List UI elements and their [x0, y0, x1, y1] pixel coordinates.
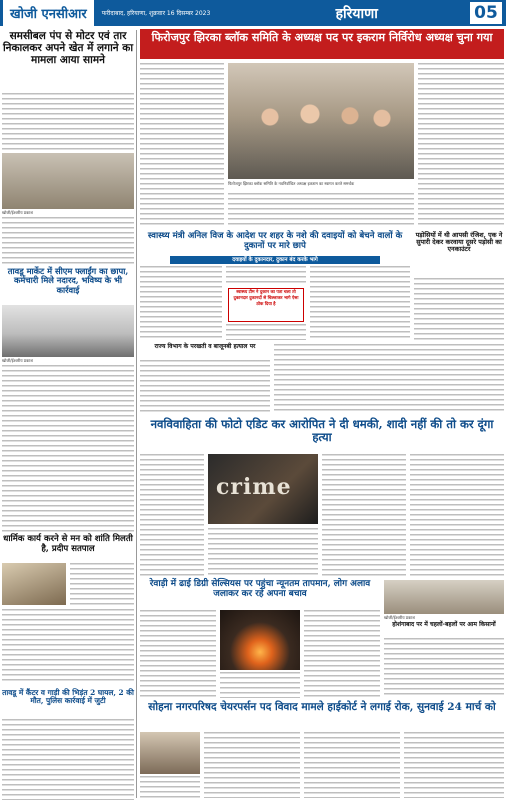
story3-headline: धार्मिक कार्य करने से मन को शांति मिलती है, प्रदीप सतपाल	[3, 534, 133, 554]
lead-body-3	[418, 63, 504, 227]
court-body-3	[304, 732, 400, 798]
health-body-1	[140, 266, 222, 340]
story1-photo	[2, 153, 134, 209]
story3-body	[70, 563, 134, 605]
neighbor-body-cont	[274, 344, 504, 414]
newspaper-logo: खोजी एनसीआर	[3, 0, 94, 26]
court-body-2	[204, 732, 300, 798]
story2-body	[2, 365, 134, 533]
crime-body-4	[410, 454, 504, 576]
weather-story	[140, 580, 380, 698]
weather-body-3	[304, 610, 380, 698]
neighbor-story	[414, 232, 504, 340]
story4-headline: तावडू में कैंटर व गाड़ी की भिड़ंत 2 घायल, 2 की मौत, पुलिस कार्रवाई में जुटी	[2, 688, 134, 706]
weather-body-1	[140, 610, 216, 698]
story1-body-cont	[2, 217, 134, 265]
court-story	[140, 702, 504, 798]
left-column	[2, 29, 134, 799]
lead-body-2	[228, 193, 414, 227]
section-title: हरियाणा	[335, 5, 378, 22]
weather-body-2	[220, 672, 300, 698]
right-credit: खोजी/ईश्वरीय प्रकाश	[384, 615, 415, 620]
health-body-4	[310, 266, 410, 340]
sub-body	[140, 360, 270, 414]
lead-photo-caption: फिरोजपुर झिरका ब्लॉक समिति के नवनिर्वाचित अध्यक्ष इकराम का स्वागत करते समर्थक	[228, 181, 355, 186]
story3-body-cont	[2, 609, 134, 683]
health-body-2	[226, 266, 306, 286]
lead-headline: फिरोजपुर झिरका ब्लॉक समिति के अध्यक्ष पद पर इकराम निर्विरोध अध्यक्ष चुना गया	[140, 29, 504, 59]
story1-body	[2, 93, 134, 151]
sub-story	[140, 344, 270, 414]
crime-headline: नवविवाहिता की फोटो एडिट कर आरोपित ने दी धमकी, शादी नहीं की तो कर दूंगा हत्या	[150, 417, 494, 444]
story2-photo	[2, 305, 134, 357]
court-headline: सोहना नगरपरिषद चेयरपर्सन पद विवाद मामले हाईकोर्ट ने लगाई रोक, सुनवाई 24 मार्च को	[148, 701, 496, 713]
neighbor-headline: पड़ोसियों में थी आपसी रंजिश, एक ने सुपारी देकर करवाया दूसरे पड़ोसी का एनकाउंटर	[415, 231, 503, 254]
weather-photo	[220, 610, 300, 670]
right-column	[384, 580, 504, 698]
crime-body-1	[140, 454, 204, 576]
page-number: 05	[470, 2, 502, 24]
crime-photo-text: crime	[216, 474, 292, 500]
right-headline: होशंगाबाद पर में चहलों-बहलों पर आम किसानों	[392, 621, 496, 628]
court-photo	[140, 732, 200, 774]
story4-body	[2, 719, 134, 800]
court-body-4	[404, 732, 504, 798]
health-body-3	[226, 324, 306, 340]
neighbor-body	[414, 278, 504, 340]
crime-body-3	[322, 454, 406, 576]
health-headline: स्वास्थ्य मंत्री अनिल विज के आदेश पर शहर के नशे की दवाइयों को बेचने वालों के दुकानों पर मारे छापे	[147, 231, 403, 251]
story1-caption: खोजी/ईश्वरीय प्रकाश	[2, 210, 33, 215]
right-photo	[384, 580, 504, 614]
crime-photo	[208, 454, 318, 524]
health-callout-box: स्वास्थ्य टीम ने दुकान का पता चला तो दुकानदार दुकानदों से चिल्लाकर भागे ऐसा ठोक दिया है	[228, 288, 304, 322]
story2-caption: खोजी/ईश्वरीय प्रकाश	[2, 358, 33, 363]
health-strap: दवाइयों के दुकानदार, दुकान बंद करके भागे	[170, 256, 380, 264]
sub-headline: राज्य विभाग के परखती व बाजूनबी हत्याल पर	[154, 343, 256, 350]
crime-body-2	[208, 528, 318, 576]
story3-photo	[2, 563, 66, 605]
neighbor-cont	[274, 344, 504, 414]
lead-photo	[228, 63, 414, 179]
weather-headline: रेवाड़ी में ढाई डिग्री सेल्सियस पर पहुंचा न्यूनतम तापमान, लोग अलाव जलाकर कर रहे अपना बचाव	[149, 579, 371, 599]
masthead	[0, 0, 506, 26]
story1-headline: समसीबल पंप से मोटर एवं तार निकालकर अपने खेत में लगाने का मामला आया सामने	[2, 30, 134, 66]
right-body	[384, 638, 504, 698]
story2-headline: तावडू मार्केट में सीएम फ्लाईंग का छापा, कर्मचारी मिले नदारद, भविष्य के भी कार्रवाई	[7, 266, 129, 295]
lead-story	[140, 29, 504, 229]
date-line: फरीदाबाद, हरियाणा, शुक्रवार 16 दिसम्बर 2023	[101, 10, 211, 17]
court-body-1	[140, 776, 200, 798]
lead-body-1	[140, 63, 224, 227]
crime-story	[140, 418, 504, 576]
health-story	[140, 232, 410, 340]
column-divider	[136, 30, 137, 798]
